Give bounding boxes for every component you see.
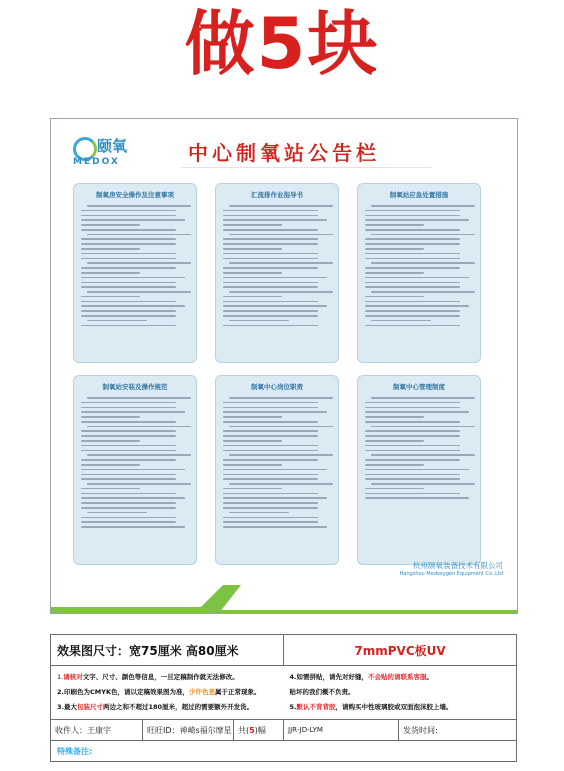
text-line bbox=[81, 272, 140, 274]
note-4-cont: 贴坏的我们概不负责。 bbox=[289, 688, 355, 696]
text-line bbox=[229, 205, 333, 207]
text-line bbox=[371, 234, 475, 236]
text-line bbox=[365, 474, 460, 476]
text-line bbox=[223, 224, 282, 226]
text-line bbox=[223, 464, 282, 466]
text-line bbox=[223, 402, 318, 404]
text-line bbox=[81, 459, 176, 461]
text-line bbox=[365, 282, 460, 284]
text-line bbox=[81, 258, 176, 260]
text-line bbox=[223, 277, 327, 279]
text-line bbox=[365, 253, 460, 255]
company-name-en: Hangzhou Medoxygen Equipment Co.,Ltd bbox=[399, 571, 503, 577]
text-line bbox=[365, 407, 460, 409]
text-line bbox=[365, 440, 424, 442]
text-line bbox=[229, 320, 288, 322]
text-line bbox=[223, 488, 282, 490]
text-line bbox=[81, 526, 185, 528]
text-line bbox=[223, 215, 318, 217]
text-line bbox=[81, 440, 140, 442]
text-line bbox=[223, 416, 282, 418]
panel-manifold-guide bbox=[215, 183, 339, 363]
text-line bbox=[371, 397, 475, 399]
text-line bbox=[87, 262, 191, 264]
text-line bbox=[365, 286, 460, 288]
text-line bbox=[365, 248, 424, 250]
text-line bbox=[223, 421, 318, 423]
note-4: 4.如需拼贴，请先对好缝，不会贴的请联系客服。 bbox=[289, 673, 434, 681]
count-cell: 共(5)幅 bbox=[234, 720, 284, 741]
text-line bbox=[81, 238, 176, 240]
text-line bbox=[223, 286, 318, 288]
text-line bbox=[365, 243, 460, 245]
text-line bbox=[365, 402, 460, 404]
text-line bbox=[371, 483, 475, 485]
text-line bbox=[223, 305, 327, 307]
text-line bbox=[223, 253, 318, 255]
text-line bbox=[81, 435, 176, 437]
text-line bbox=[223, 267, 318, 269]
panel-body-text bbox=[81, 397, 189, 528]
count-value: 5 bbox=[249, 725, 255, 735]
wangwang-id-cell: 旺旺ID：神崎s福尔摩星 bbox=[143, 720, 234, 741]
green-footer-stripe bbox=[51, 585, 517, 613]
company-info bbox=[400, 560, 503, 577]
text-line bbox=[81, 224, 140, 226]
text-line bbox=[223, 469, 327, 471]
text-line bbox=[81, 411, 185, 413]
text-line bbox=[81, 301, 176, 303]
text-line bbox=[229, 234, 333, 236]
text-line bbox=[229, 512, 288, 514]
text-line bbox=[223, 493, 318, 495]
text-line bbox=[87, 291, 191, 293]
text-line bbox=[81, 497, 185, 499]
text-line bbox=[223, 229, 318, 231]
text-line bbox=[365, 301, 460, 303]
text-line bbox=[223, 219, 327, 221]
text-line bbox=[223, 282, 318, 284]
text-line bbox=[81, 474, 176, 476]
text-line bbox=[371, 205, 475, 207]
panel-emergency bbox=[357, 183, 481, 363]
material-label: 7mmPVC板UV bbox=[284, 635, 517, 666]
text-line bbox=[223, 517, 318, 519]
logo-english-text: MEDOX bbox=[73, 157, 120, 167]
text-line bbox=[365, 267, 460, 269]
text-line bbox=[365, 229, 460, 231]
text-line bbox=[81, 305, 185, 307]
text-line bbox=[87, 234, 191, 236]
text-line bbox=[371, 291, 475, 293]
text-line bbox=[223, 411, 327, 413]
text-line bbox=[223, 272, 282, 274]
banner-title: 做5块 bbox=[184, 3, 380, 85]
text-line bbox=[81, 277, 185, 279]
note-5: 5.默认不背背胶，请购买中性玻璃胶或双面泡沫胶上墙。 bbox=[289, 703, 453, 711]
text-line bbox=[365, 416, 424, 418]
text-line bbox=[81, 478, 176, 480]
text-line bbox=[223, 238, 318, 240]
text-line bbox=[81, 430, 176, 432]
text-line bbox=[365, 258, 460, 260]
text-line bbox=[371, 454, 475, 456]
text-line bbox=[223, 497, 327, 499]
text-line bbox=[87, 512, 146, 514]
panel-job-duties bbox=[215, 375, 339, 565]
text-line bbox=[365, 421, 460, 423]
text-line bbox=[223, 450, 318, 452]
ship-time-cell: 发货时间: bbox=[399, 720, 517, 741]
text-line bbox=[81, 315, 176, 317]
text-line bbox=[223, 248, 282, 250]
text-line bbox=[81, 464, 140, 466]
text-line bbox=[223, 210, 318, 212]
panel-safety bbox=[73, 183, 197, 363]
text-line bbox=[223, 243, 318, 245]
text-line bbox=[229, 426, 333, 428]
text-line bbox=[81, 416, 140, 418]
text-line bbox=[365, 478, 460, 480]
panel-management-rules bbox=[357, 375, 481, 565]
text-line bbox=[87, 397, 191, 399]
text-line bbox=[87, 454, 191, 456]
panel-title: 制氧站应急处置措施 bbox=[389, 191, 449, 199]
text-line bbox=[81, 493, 176, 495]
text-line bbox=[229, 291, 333, 293]
panel-body-text bbox=[365, 205, 473, 326]
notes-right bbox=[284, 666, 517, 719]
text-line bbox=[223, 435, 318, 437]
text-line bbox=[365, 497, 469, 499]
text-line bbox=[229, 397, 333, 399]
text-line bbox=[223, 474, 318, 476]
text-line bbox=[81, 310, 176, 312]
receiver-cell: 收件人：王康宇 bbox=[51, 720, 143, 741]
text-line bbox=[81, 507, 176, 509]
special-remark: 特殊备注: bbox=[51, 741, 517, 762]
text-line bbox=[223, 315, 318, 317]
note-1: 1.请核对文字、尺寸、颜色等信息，一旦定稿制作就无法修改。 bbox=[57, 673, 239, 681]
text-line bbox=[365, 325, 460, 327]
text-line bbox=[223, 407, 318, 409]
panel-body-text bbox=[223, 397, 331, 528]
code-cell: JJR-JD-LYM bbox=[284, 720, 399, 741]
text-line bbox=[365, 296, 424, 298]
text-line bbox=[365, 219, 469, 221]
text-line bbox=[223, 478, 318, 480]
text-line bbox=[81, 517, 176, 519]
text-line bbox=[229, 454, 333, 456]
text-line bbox=[371, 320, 430, 322]
text-line bbox=[365, 315, 460, 317]
panel-title: 制氧站安装及操作规范 bbox=[102, 383, 168, 391]
effect-size-label: 效果图尺寸：宽75厘米 高80厘米 bbox=[51, 635, 284, 666]
text-line bbox=[81, 421, 176, 423]
company-name-cn: 杭州颐氧装备技术有限公司 bbox=[413, 561, 503, 570]
panel-title: 制氧中心岗位职责 bbox=[251, 383, 303, 391]
text-line bbox=[229, 262, 333, 264]
text-line bbox=[87, 426, 191, 428]
text-line bbox=[223, 445, 318, 447]
panel-body-text bbox=[81, 205, 189, 326]
text-line bbox=[365, 435, 460, 437]
text-line bbox=[229, 483, 333, 485]
text-line bbox=[365, 238, 460, 240]
panel-title: 制氧房安全操作及注意事项 bbox=[96, 191, 174, 199]
text-line bbox=[365, 224, 424, 226]
text-line bbox=[365, 305, 469, 307]
text-line bbox=[81, 296, 140, 298]
text-line bbox=[365, 272, 424, 274]
text-line bbox=[87, 320, 146, 322]
text-line bbox=[365, 464, 424, 466]
text-line bbox=[223, 521, 318, 523]
text-line bbox=[81, 445, 176, 447]
text-line bbox=[223, 459, 318, 461]
text-line bbox=[223, 301, 318, 303]
notes-left bbox=[51, 666, 284, 719]
panel-installation bbox=[73, 375, 197, 565]
text-line bbox=[223, 258, 318, 260]
text-line bbox=[371, 262, 475, 264]
text-line bbox=[223, 310, 318, 312]
board-title: 中心制氧站公告栏 bbox=[188, 141, 380, 165]
note-3: 3.最大包装尺寸两边之和不超过180厘米，超过的需要额外开发货。 bbox=[57, 703, 254, 711]
text-line bbox=[365, 430, 460, 432]
text-line bbox=[81, 215, 176, 217]
text-line bbox=[87, 205, 191, 207]
panel-body-text bbox=[365, 397, 473, 499]
text-line bbox=[81, 243, 176, 245]
text-line bbox=[81, 267, 176, 269]
text-line bbox=[81, 450, 176, 452]
panel-title: 制氧中心管理制度 bbox=[393, 383, 445, 391]
text-line bbox=[81, 502, 176, 504]
text-line bbox=[365, 450, 460, 452]
note-2: 2.印刷色为CMYK色，请以定稿效果图为准，少许色差属于正常现象。 bbox=[57, 688, 261, 696]
text-line bbox=[365, 210, 460, 212]
text-line bbox=[365, 445, 460, 447]
text-line bbox=[365, 493, 460, 495]
text-line bbox=[365, 469, 469, 471]
text-line bbox=[371, 426, 475, 428]
text-line bbox=[81, 325, 176, 327]
text-line bbox=[81, 402, 176, 404]
text-line bbox=[81, 253, 176, 255]
text-line bbox=[365, 215, 460, 217]
text-line bbox=[87, 483, 191, 485]
text-line bbox=[365, 488, 424, 490]
text-line bbox=[81, 521, 176, 523]
text-line bbox=[365, 459, 460, 461]
text-line bbox=[223, 502, 318, 504]
text-line bbox=[223, 296, 282, 298]
text-line bbox=[223, 430, 318, 432]
text-line bbox=[365, 411, 469, 413]
text-line bbox=[81, 229, 176, 231]
text-line bbox=[223, 325, 318, 327]
text-line bbox=[81, 282, 176, 284]
text-line bbox=[81, 248, 140, 250]
text-line bbox=[81, 219, 185, 221]
title-divider bbox=[181, 167, 431, 168]
logo-chinese-text: 颐氧 bbox=[97, 137, 128, 155]
text-line bbox=[81, 488, 140, 490]
order-spec-table bbox=[50, 634, 517, 762]
text-line bbox=[223, 440, 282, 442]
text-line bbox=[223, 507, 318, 509]
panel-title: 汇流排作业指导书 bbox=[251, 191, 303, 199]
text-line bbox=[365, 277, 469, 279]
text-line bbox=[223, 526, 327, 528]
panel-body-text bbox=[223, 205, 331, 326]
text-line bbox=[81, 286, 176, 288]
text-line bbox=[81, 210, 176, 212]
notice-board-preview bbox=[50, 118, 518, 614]
text-line bbox=[81, 469, 185, 471]
text-line bbox=[365, 310, 460, 312]
text-line bbox=[81, 407, 176, 409]
